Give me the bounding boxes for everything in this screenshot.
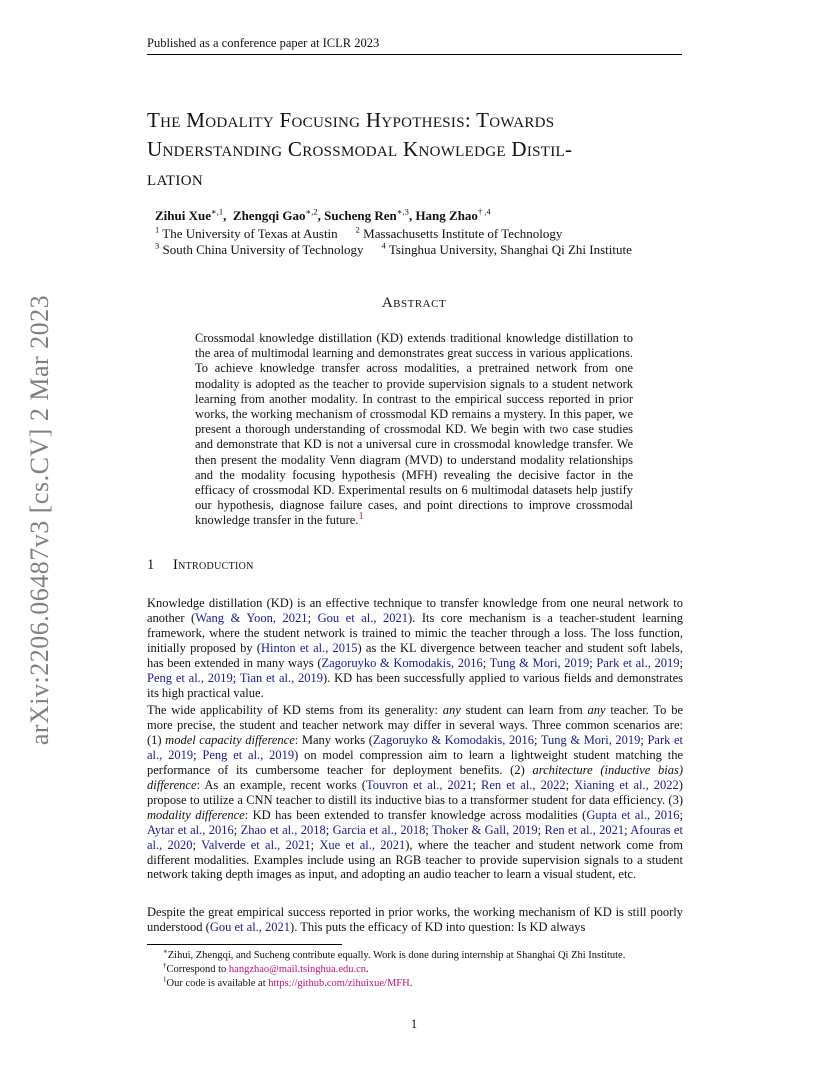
paragraph: The wide applicability of KD stems from its generality: any student can learn from any teacher. To be more precise, the student and teacher network may differ in several ways. Three common scenarios are: (1) model capacity difference: Many works (Zagoruyko & Komodakis, 2016; Tung & Mori, 2019; Park et al., 2019; Peng et al., 2019) on model compression aim to learn a lightweight student matching the performance of its cumbersome teacher for deployment benefits. (2) architecture (inductive bias) difference: As an example, recent works (Touvron et al., 2021; Ren et al., 2022; Xianing et al., 2022) propose to utilize a CNN teacher to distill its inductive bias to a transformer student for data efficiency. (3) modality difference: KD has been extended to transfer knowledge across modalities (Gupta et al., 2016; Aytar et al., 2016; Zhao et al., 2018; Garcia et al., 2018; Thoker & Gall, 2019; Ren et al., 2021; Afouras et al., 2020; Valverde et al., 2021; Xue et al., 2021), where the teacher and student network come from different modalities. Examples include using an RGB teacher to provide supervision signals to a student network taking depth images as input, and adopting an audio teacher to learn a visual student, etc.: [147, 703, 684, 882]
author-mark: ∗,2: [305, 206, 318, 217]
affiliation: The University of Texas at Austin: [162, 226, 338, 241]
citation-link[interactable]: Tung & Mori, 2019: [540, 732, 641, 747]
section-title: Introduction: [173, 557, 254, 573]
citation-link[interactable]: Zagoruyko & Komodakis, 2016: [321, 655, 483, 670]
citation-link[interactable]: Hinton et al., 2015: [260, 640, 358, 655]
abstract-text: Crossmodal knowledge distillation (KD) extends traditional knowledge distillation to the area of multimodal learning and demonstrates great success in various applications. To achieve knowledge transfer across modalities, a pretrained network from one modality is adopted as the teacher to provide supervision signals to a student network learning from another modality. In contrast to the empirical success reported in prior works, the working mechanism of crossmodal KD remains a mystery. In this paper, we present a thorough understanding of crossmodal KD. We begin with two case studies and demonstrate that KD is not a universal cure in crossmodal knowledge transfer. We then present the modality Venn diagram (MVD) to understand modality relationships and the modality focusing hypothesis (MFH) revealing the decisive factor in the efficacy of crossmodal KD. Experimental results on 6 multimodal datasets help justify our hypothesis, diagnose failure cases, and point directions to improve crossmodal knowledge transfer in the future.: [195, 331, 633, 528]
citation-link[interactable]: Xianing et al., 2022: [574, 777, 679, 792]
affiliation-line: [155, 226, 562, 242]
running-header: Published as a conference paper at ICLR 2023: [147, 36, 380, 50]
title-line: Understanding Crossmodal Knowledge Distil-: [147, 137, 573, 161]
affiliation-number: 4: [381, 240, 386, 251]
author-name: Hang Zhao: [415, 208, 478, 223]
citation-link[interactable]: Peng et al., 2019: [147, 670, 233, 685]
author-name: Zhengqi Gao: [232, 208, 306, 223]
citation-link[interactable]: Garcia et al., 2018: [332, 822, 426, 837]
page-number: 1: [410, 1017, 418, 1031]
author-mark: ∗,3: [396, 206, 409, 217]
affiliation-number: 3: [155, 240, 160, 251]
footnote-link[interactable]: 1: [358, 511, 364, 523]
citation-link[interactable]: Aytar et al., 2016: [147, 822, 234, 837]
header-rule: [147, 54, 682, 55]
affiliation-number: 1: [155, 224, 160, 235]
section-number: 1: [147, 557, 155, 573]
citation-link[interactable]: Afouras et al., 2020: [147, 822, 683, 852]
citation-link[interactable]: Wang & Yoon, 2021: [195, 610, 308, 625]
citation-link[interactable]: Ren et al., 2022: [481, 777, 566, 792]
arxiv-stamp: arXiv:2206.06487v3 [cs.CV] 2 Mar 2023: [25, 294, 54, 746]
affiliation: Tsinghua University, Shanghai Qi Zhi Institute: [388, 242, 632, 257]
paper-title: [147, 106, 687, 193]
footnote: $^1$Our code is available at https://github.com/zihuixue/MFH.: [163, 975, 413, 989]
title-line: The Modality Focusing Hypothesis: Towards: [147, 108, 555, 132]
affiliation: South China University of Technology: [162, 242, 364, 257]
author-mark: † ,4: [477, 206, 491, 217]
citation-link[interactable]: Peng et al., 2019: [202, 747, 295, 762]
section-heading: [147, 557, 254, 574]
author-name: Sucheng Ren: [324, 208, 397, 223]
abstract-heading: Abstract: [381, 295, 447, 311]
citation-link[interactable]: Tian et al., 2019: [239, 670, 324, 685]
author-mark: ∗,1: [211, 206, 224, 217]
code-url-link[interactable]: https://github.com/zihuixue/MFH: [268, 978, 410, 989]
citation-link[interactable]: Thoker & Gall, 2019: [432, 822, 538, 837]
author-name: Zihui Xue: [155, 208, 211, 223]
citation-link[interactable]: Touvron et al., 2021: [365, 777, 473, 792]
citation-link[interactable]: Park et al., 2019: [147, 732, 684, 762]
author-list: Zihui Xue$^{∗,1}$, Zhengqi Gao$^{∗,2}$, Sucheng Ren$^{∗,3}$, Hang Zhao$^{\dagger ,4}$: [155, 206, 491, 223]
citation-link[interactable]: Tung & Mori, 2019: [489, 655, 590, 670]
citation-link[interactable]: Gou et al., 2021: [317, 610, 409, 625]
footnote-rule: [147, 944, 342, 945]
citation-link[interactable]: Xue et al., 2021: [319, 837, 406, 852]
affiliation: Massachusetts Institute of Technology: [363, 226, 563, 241]
abstract-body: [195, 331, 633, 529]
citation-link[interactable]: Park et al., 2019: [596, 655, 680, 670]
footnote: ∗Zihui, Zhengqi, and Sucheng contribute equally. Work is done during internship at Shanghai Qi Zhi Institute.: [163, 947, 626, 961]
citation-link[interactable]: Valverde et al., 2021: [201, 837, 311, 852]
affiliation-line: [155, 242, 632, 258]
footnote: †Correspond to hangzhao@mail.tsinghua.edu.cn.: [163, 961, 369, 975]
citation-link[interactable]: Gou et al., 2021: [209, 919, 291, 934]
affiliation-number: 2: [355, 224, 360, 235]
citation-link[interactable]: Gupta et al., 2016: [586, 807, 680, 822]
email-link[interactable]: hangzhao@mail.tsinghua.edu.cn: [228, 964, 367, 975]
paragraph: Knowledge distillation (KD) is an effective technique to transfer knowledge from one neural network to another (Wang & Yoon, 2021; Gou et al., 2021). Its core mechanism is a teacher-student learning framework, where the student network is trained to mimic the teacher through a loss. The loss function, initially proposed by (Hinton et al., 2015) as the KL divergence between teacher and student soft labels, has been extended in many ways (Zagoruyko & Komodakis, 2016; Tung & Mori, 2019; Park et al., 2019; Peng et al., 2019; Tian et al., 2019). KD has been successfully applied to various fields and demonstrates its high practical value.: [147, 596, 684, 700]
paragraph: Despite the great empirical success reported in prior works, the working mechanism of KD is still poorly understood (Gou et al., 2021). This puts the efficacy of KD into question: Is KD always: [147, 905, 683, 934]
citation-link[interactable]: Ren et al., 2021: [544, 822, 625, 837]
citation-link[interactable]: Zhao et al., 2018: [240, 822, 326, 837]
citation-link[interactable]: Zagoruyko & Komodakis, 2016: [372, 732, 534, 747]
title-line: lation: [147, 166, 203, 190]
